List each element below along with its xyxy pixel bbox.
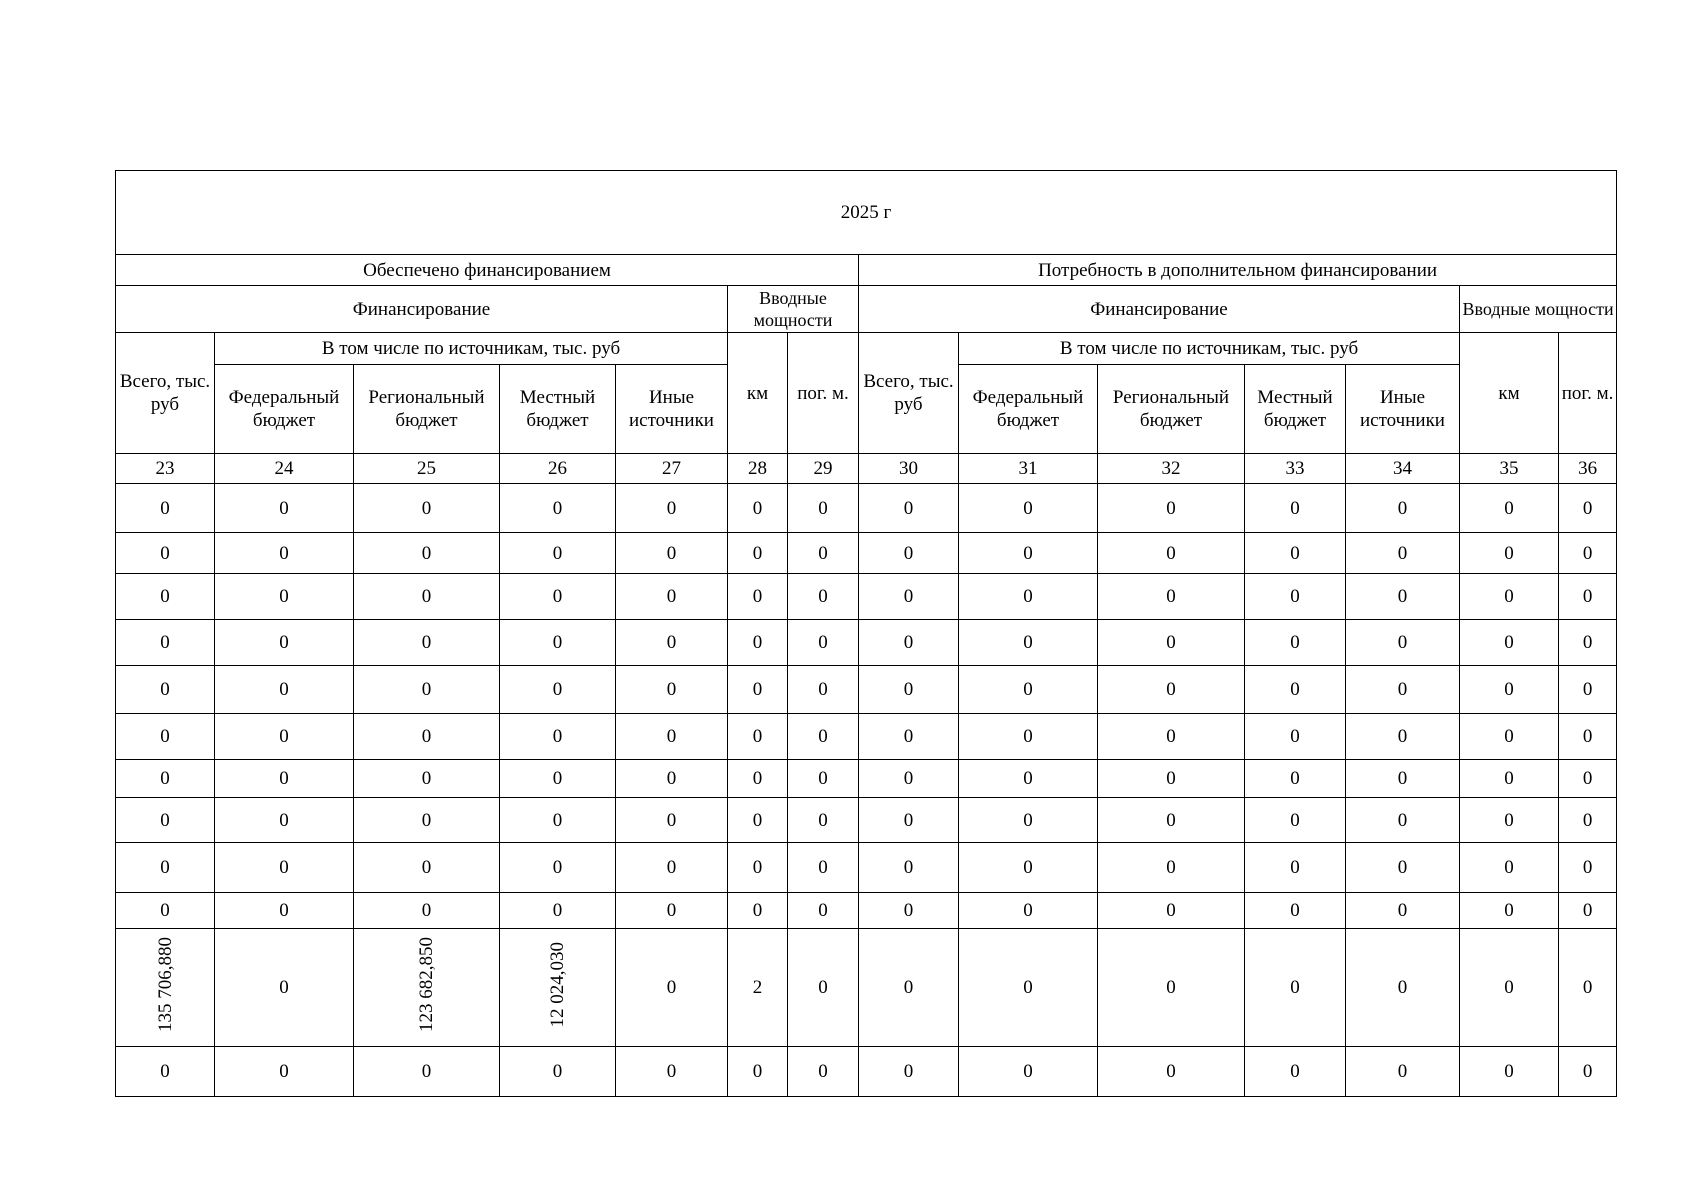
table-cell: 0 bbox=[859, 620, 959, 666]
table-cell: 0 bbox=[354, 1047, 500, 1097]
table-cell: 0 bbox=[215, 714, 354, 760]
table-cell: 0 bbox=[500, 1047, 616, 1097]
table-row bbox=[116, 714, 1617, 760]
table-row bbox=[116, 533, 1617, 574]
table-cell: 0 bbox=[1346, 574, 1460, 620]
table-cell: 0 bbox=[788, 798, 859, 843]
table-cell: 0 bbox=[788, 620, 859, 666]
table-cell: 0 bbox=[215, 666, 354, 714]
column-number-cell: 25 bbox=[354, 454, 500, 484]
table-cell: 0 bbox=[1245, 574, 1346, 620]
column-number-cell: 33 bbox=[1245, 454, 1346, 484]
table-cell: 0 bbox=[1460, 666, 1559, 714]
table-cell: 0 bbox=[1346, 533, 1460, 574]
table-cell: 0 bbox=[1460, 929, 1559, 1047]
table-row bbox=[116, 620, 1617, 666]
table-cell: 0 bbox=[859, 484, 959, 533]
table-cell: 0 bbox=[500, 533, 616, 574]
column-number-cell: 23 bbox=[116, 454, 215, 484]
table-row bbox=[116, 760, 1617, 798]
need-financing-header: Финансирование bbox=[859, 286, 1460, 333]
table-cell: 0 bbox=[788, 484, 859, 533]
column-number-cell: 36 bbox=[1559, 454, 1617, 484]
table-cell: 0 bbox=[354, 533, 500, 574]
table-cell: 0 bbox=[1346, 760, 1460, 798]
table-cell: 0 bbox=[959, 760, 1098, 798]
table-cell: 0 bbox=[859, 798, 959, 843]
table-cell: 0 bbox=[728, 893, 788, 929]
table-cell: 0 bbox=[215, 843, 354, 893]
table-cell: 0 bbox=[859, 760, 959, 798]
need-total-header: Всего, тыс. руб bbox=[859, 333, 959, 454]
table-cell: 0 bbox=[859, 574, 959, 620]
table-cell: 0 bbox=[354, 760, 500, 798]
table-cell: 0 bbox=[959, 620, 1098, 666]
table-cell: 0 bbox=[859, 893, 959, 929]
column-number-cell: 29 bbox=[788, 454, 859, 484]
table-cell: 0 bbox=[1460, 798, 1559, 843]
table-cell bbox=[116, 929, 215, 1047]
table-cell: 0 bbox=[1098, 929, 1245, 1047]
table-cell: 0 bbox=[728, 533, 788, 574]
table-cell: 0 bbox=[1460, 760, 1559, 798]
column-number-cell: 24 bbox=[215, 454, 354, 484]
table-cell: 0 bbox=[788, 843, 859, 893]
table-cell: 0 bbox=[788, 574, 859, 620]
table-cell: 0 bbox=[1559, 843, 1617, 893]
table-cell: 0 bbox=[116, 484, 215, 533]
secured-total-header: Всего, тыс. руб bbox=[116, 333, 215, 454]
table-cell: 0 bbox=[1346, 929, 1460, 1047]
table-cell: 0 bbox=[1460, 843, 1559, 893]
table-cell: 0 bbox=[788, 760, 859, 798]
table-cell: 0 bbox=[116, 1047, 215, 1097]
table-cell: 0 bbox=[1346, 893, 1460, 929]
table-cell: 0 bbox=[1245, 1047, 1346, 1097]
column-number-cell: 31 bbox=[959, 454, 1098, 484]
table-cell: 0 bbox=[1346, 714, 1460, 760]
table-cell: 0 bbox=[1559, 574, 1617, 620]
table-cell: 0 bbox=[116, 893, 215, 929]
table-cell: 0 bbox=[354, 666, 500, 714]
table-cell: 0 bbox=[959, 666, 1098, 714]
table-cell: 0 bbox=[354, 714, 500, 760]
table-cell: 0 bbox=[500, 760, 616, 798]
table-cell: 0 bbox=[1098, 666, 1245, 714]
table-row bbox=[116, 666, 1617, 714]
table-cell: 0 bbox=[616, 760, 728, 798]
table-cell: 0 bbox=[616, 533, 728, 574]
table-cell: 0 bbox=[1559, 893, 1617, 929]
table-row bbox=[116, 1047, 1617, 1097]
table-cell: 0 bbox=[859, 714, 959, 760]
table-row bbox=[116, 893, 1617, 929]
table-cell: 0 bbox=[959, 533, 1098, 574]
table-cell: 0 bbox=[1245, 843, 1346, 893]
table-cell: 0 bbox=[215, 893, 354, 929]
secured-km-header: км bbox=[728, 333, 788, 454]
table-row bbox=[116, 798, 1617, 843]
table-cell: 0 bbox=[859, 929, 959, 1047]
table-cell: 0 bbox=[959, 929, 1098, 1047]
secured-pog-header: пог. м. bbox=[788, 333, 859, 454]
table-cell: 0 bbox=[116, 843, 215, 893]
secured-financing-header: Финансирование bbox=[116, 286, 728, 333]
table-cell: 0 bbox=[1559, 1047, 1617, 1097]
table-cell: 0 bbox=[500, 620, 616, 666]
table-cell: 0 bbox=[788, 1047, 859, 1097]
table-cell: 0 bbox=[500, 798, 616, 843]
column-number-cell: 27 bbox=[616, 454, 728, 484]
table-cell: 0 bbox=[1460, 893, 1559, 929]
table-cell: 0 bbox=[354, 620, 500, 666]
table-cell: 0 bbox=[1346, 1047, 1460, 1097]
table-cell: 0 bbox=[616, 574, 728, 620]
table-cell: 0 bbox=[1346, 484, 1460, 533]
table-cell: 0 bbox=[728, 843, 788, 893]
table-cell: 0 bbox=[959, 893, 1098, 929]
table-cell: 0 bbox=[1245, 533, 1346, 574]
table-cell: 0 bbox=[1346, 798, 1460, 843]
table-cell: 0 bbox=[859, 843, 959, 893]
table-cell: 0 bbox=[500, 484, 616, 533]
table-cell: 0 bbox=[859, 666, 959, 714]
secured-local-header: Местный бюджет bbox=[500, 365, 616, 454]
table-row bbox=[116, 484, 1617, 533]
table-cell: 0 bbox=[616, 893, 728, 929]
column-numbers-row bbox=[116, 454, 1617, 484]
table-cell: 0 bbox=[1245, 929, 1346, 1047]
column-number-cell: 28 bbox=[728, 454, 788, 484]
table-cell: 0 bbox=[728, 714, 788, 760]
table-cell: 0 bbox=[728, 798, 788, 843]
secured-regional-header: Региональный бюджет bbox=[354, 365, 500, 454]
table-cell: 0 bbox=[215, 760, 354, 798]
column-number-cell: 30 bbox=[859, 454, 959, 484]
table-cell: 0 bbox=[215, 533, 354, 574]
table-cell: 0 bbox=[616, 929, 728, 1047]
table-cell: 0 bbox=[859, 533, 959, 574]
table-cell: 0 bbox=[215, 484, 354, 533]
table-cell: 0 bbox=[1346, 843, 1460, 893]
table-cell: 0 bbox=[1559, 929, 1617, 1047]
table-cell: 0 bbox=[354, 893, 500, 929]
table-row bbox=[116, 843, 1617, 893]
column-number-cell: 32 bbox=[1098, 454, 1245, 484]
table-cell: 0 bbox=[728, 484, 788, 533]
table-cell: 0 bbox=[1559, 484, 1617, 533]
table-cell: 0 bbox=[788, 666, 859, 714]
table-cell: 0 bbox=[728, 760, 788, 798]
table-cell: 0 bbox=[616, 484, 728, 533]
table-cell: 0 bbox=[1098, 714, 1245, 760]
table-row bbox=[116, 929, 1617, 1047]
table-cell: 0 bbox=[354, 484, 500, 533]
table-cell: 0 bbox=[959, 574, 1098, 620]
table-cell: 0 bbox=[1098, 574, 1245, 620]
table-cell: 0 bbox=[215, 574, 354, 620]
table-cell: 2 bbox=[728, 929, 788, 1047]
table-cell: 0 bbox=[354, 798, 500, 843]
table-cell: 0 bbox=[1098, 893, 1245, 929]
table-cell bbox=[354, 929, 500, 1047]
secured-other-header: Иные источники bbox=[616, 365, 728, 454]
table-cell: 0 bbox=[959, 843, 1098, 893]
table-cell: 0 bbox=[354, 574, 500, 620]
table-cell: 0 bbox=[1346, 666, 1460, 714]
table-cell: 0 bbox=[728, 1047, 788, 1097]
table-cell: 0 bbox=[1559, 666, 1617, 714]
table-cell: 0 bbox=[1460, 1047, 1559, 1097]
table-cell: 0 bbox=[1559, 714, 1617, 760]
table-cell: 0 bbox=[959, 484, 1098, 533]
need-other-header: Иные источники bbox=[1346, 365, 1460, 454]
table-cell: 0 bbox=[116, 574, 215, 620]
table-cell bbox=[500, 929, 616, 1047]
secured-sources-header: В том числе по источникам, тыс. руб bbox=[215, 333, 728, 365]
table-cell: 0 bbox=[959, 714, 1098, 760]
table-cell: 0 bbox=[116, 798, 215, 843]
table-cell: 0 bbox=[1245, 893, 1346, 929]
table-cell: 0 bbox=[788, 893, 859, 929]
table-cell: 0 bbox=[116, 714, 215, 760]
vertical-value: 135 706,880 bbox=[154, 937, 176, 1032]
table-cell: 0 bbox=[616, 714, 728, 760]
table-cell: 0 bbox=[215, 1047, 354, 1097]
table-cell: 0 bbox=[215, 929, 354, 1047]
table-cell: 0 bbox=[500, 666, 616, 714]
table-cell: 0 bbox=[616, 798, 728, 843]
table-cell: 0 bbox=[500, 893, 616, 929]
table-cell: 0 bbox=[1460, 574, 1559, 620]
table-cell: 0 bbox=[500, 574, 616, 620]
table-cell: 0 bbox=[1245, 798, 1346, 843]
secured-financing-title: Обеспечено финансированием bbox=[116, 255, 859, 286]
table-cell: 0 bbox=[1559, 620, 1617, 666]
table-cell: 0 bbox=[500, 714, 616, 760]
need-federal-header: Федеральный бюджет bbox=[959, 365, 1098, 454]
table-cell: 0 bbox=[788, 929, 859, 1047]
table-cell: 0 bbox=[1098, 533, 1245, 574]
table-cell: 0 bbox=[1460, 620, 1559, 666]
table-cell: 0 bbox=[116, 620, 215, 666]
table-cell: 0 bbox=[728, 574, 788, 620]
table-cell: 0 bbox=[354, 843, 500, 893]
table-cell: 0 bbox=[116, 666, 215, 714]
table-row bbox=[116, 574, 1617, 620]
table-cell: 0 bbox=[728, 620, 788, 666]
table-cell: 0 bbox=[788, 714, 859, 760]
table-cell: 0 bbox=[959, 798, 1098, 843]
vertical-value: 12 024,030 bbox=[547, 941, 568, 1028]
need-local-header: Местный бюджет bbox=[1245, 365, 1346, 454]
financing-table bbox=[115, 170, 1617, 1097]
table-cell: 0 bbox=[1559, 533, 1617, 574]
table-cell: 0 bbox=[1098, 843, 1245, 893]
need-pog-header: пог. м. bbox=[1559, 333, 1617, 454]
table-cell: 0 bbox=[1245, 760, 1346, 798]
table-cell: 0 bbox=[728, 666, 788, 714]
table-cell: 0 bbox=[1098, 760, 1245, 798]
table-cell: 0 bbox=[788, 533, 859, 574]
table-cell: 0 bbox=[1346, 620, 1460, 666]
table-cell: 0 bbox=[859, 1047, 959, 1097]
table-cell: 0 bbox=[1559, 760, 1617, 798]
table-cell: 0 bbox=[500, 843, 616, 893]
table-cell: 0 bbox=[215, 620, 354, 666]
table-cell: 0 bbox=[1098, 620, 1245, 666]
table-cell: 0 bbox=[116, 760, 215, 798]
need-regional-header: Региональный бюджет bbox=[1098, 365, 1245, 454]
table-cell: 0 bbox=[616, 1047, 728, 1097]
table-cell: 0 bbox=[616, 620, 728, 666]
table-cell: 0 bbox=[116, 533, 215, 574]
table-cell: 0 bbox=[616, 843, 728, 893]
table-cell: 0 bbox=[1559, 798, 1617, 843]
table-cell: 0 bbox=[1460, 714, 1559, 760]
column-number-cell: 35 bbox=[1460, 454, 1559, 484]
additional-need-title: Потребность в дополнительном финансировании bbox=[859, 255, 1617, 286]
table-cell: 0 bbox=[1245, 666, 1346, 714]
table-cell: 0 bbox=[215, 798, 354, 843]
table-cell: 0 bbox=[1245, 714, 1346, 760]
table-cell: 0 bbox=[1245, 484, 1346, 533]
secured-capacity-header: Вводные мощности bbox=[728, 286, 859, 333]
table-cell: 0 bbox=[1098, 484, 1245, 533]
need-sources-header: В том числе по источникам, тыс. руб bbox=[959, 333, 1460, 365]
need-capacity-header: Вводные мощности bbox=[1460, 286, 1617, 333]
table-cell: 0 bbox=[959, 1047, 1098, 1097]
table-cell: 0 bbox=[616, 666, 728, 714]
year-title: 2025 г bbox=[116, 171, 1617, 255]
vertical-value: 123 682,850 bbox=[416, 937, 437, 1032]
table-cell: 0 bbox=[1098, 798, 1245, 843]
secured-federal-header: Федеральный бюджет bbox=[215, 365, 354, 454]
table-cell: 0 bbox=[1098, 1047, 1245, 1097]
column-number-cell: 26 bbox=[500, 454, 616, 484]
table-cell: 0 bbox=[1245, 620, 1346, 666]
table-cell: 0 bbox=[1460, 533, 1559, 574]
need-km-header: км bbox=[1460, 333, 1559, 454]
table-cell: 0 bbox=[1460, 484, 1559, 533]
column-number-cell: 34 bbox=[1346, 454, 1460, 484]
